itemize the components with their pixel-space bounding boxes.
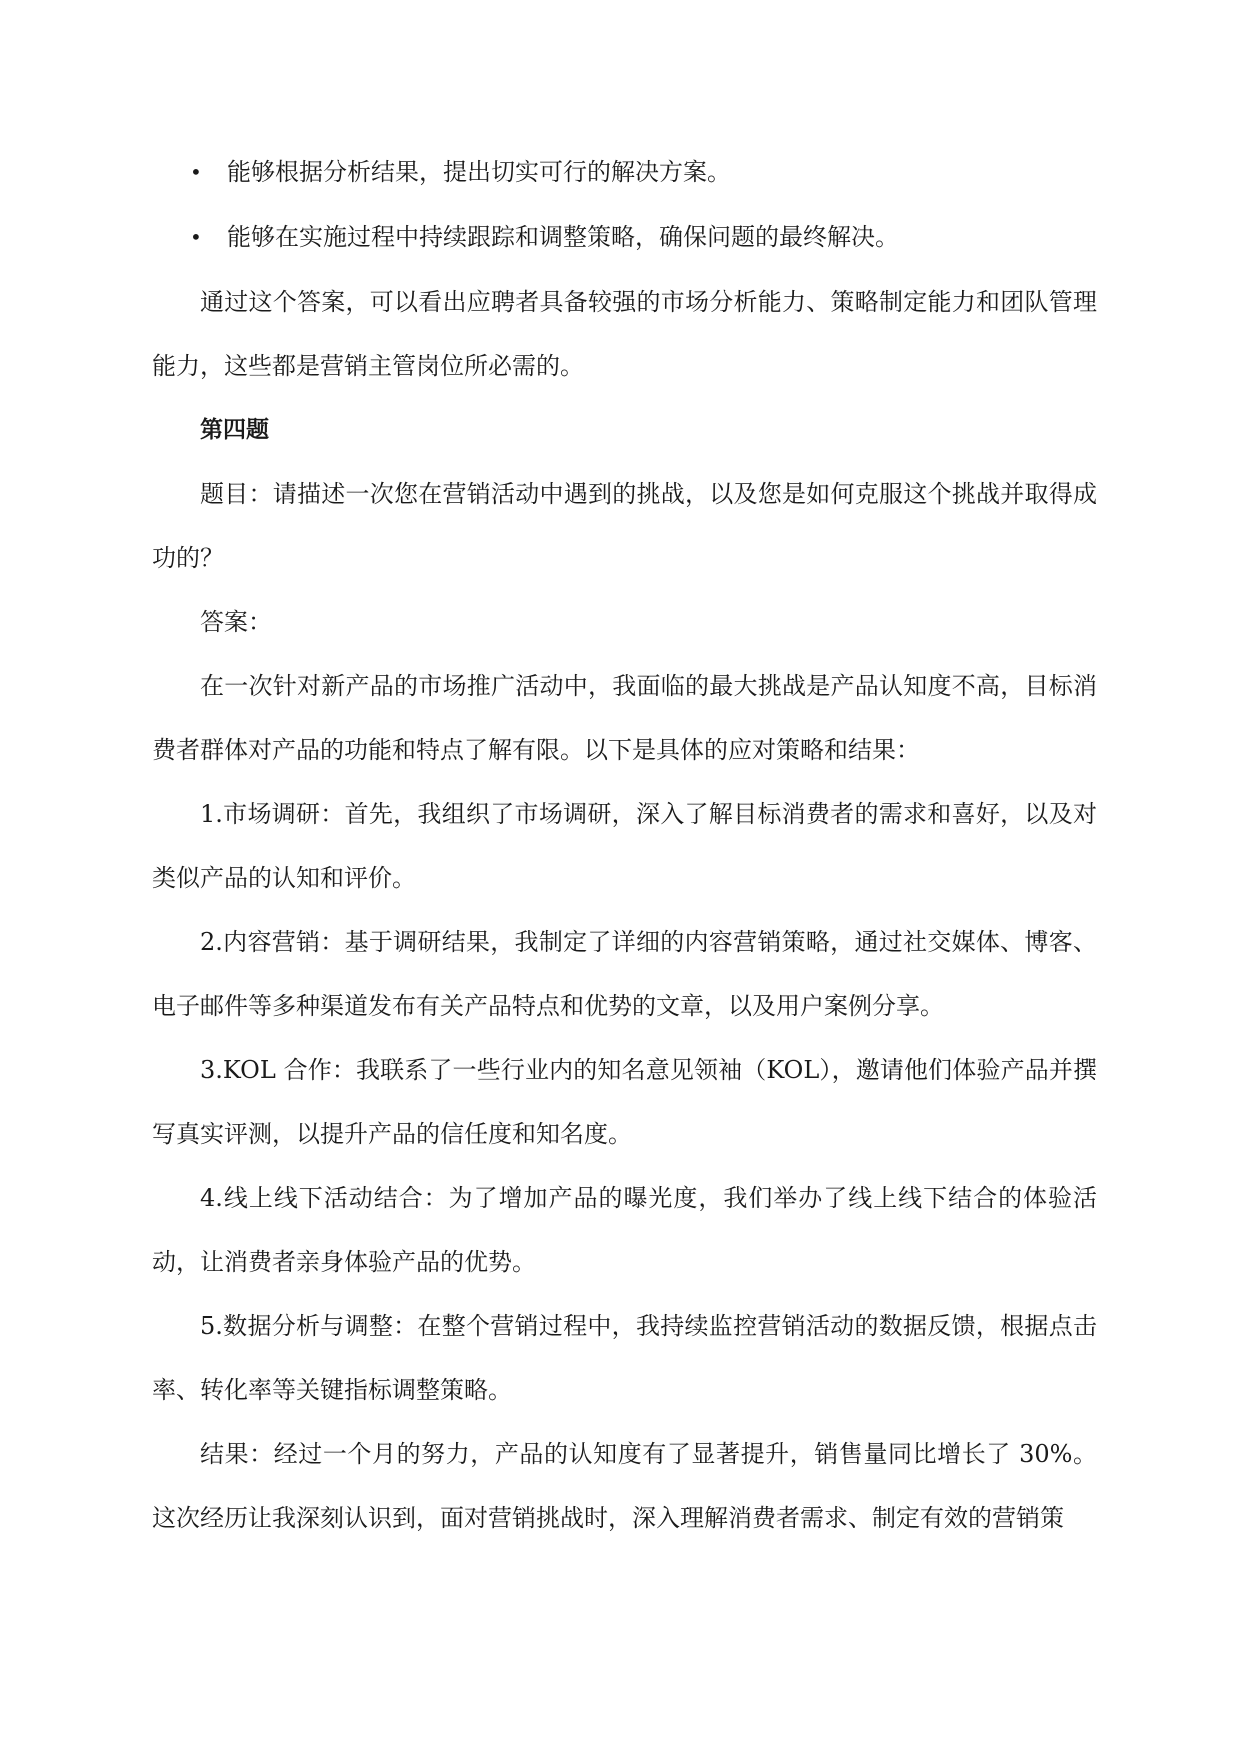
step-content-marketing: 2.内容营销：基于调研结果，我制定了详细的内容营销策略，通过社交媒体、博客、电子邮件等多种渠道发布有关产品特点和优势的文章，以及用户案例分享。 bbox=[152, 928, 1097, 1020]
intro-paragraph: 在一次针对新产品的市场推广活动中，我面临的最大挑战是产品认知度不高，目标消费者群体对产品的功能和特点了解有限。以下是具体的应对策略和结果： bbox=[152, 672, 1097, 764]
step-kol-cooperation: 3.KOL 合作：我联系了一些行业内的知名意见领袖（KOL），邀请他们体验产品并撰写真实评测，以提升产品的信任度和知名度。 bbox=[152, 1056, 1097, 1148]
step-market-research: 1.市场调研：首先，我组织了市场调研，深入了解目标消费者的需求和喜好，以及对类似产品的认知和评价。 bbox=[152, 800, 1097, 892]
section-title: 第四题 bbox=[200, 417, 269, 443]
question-paragraph: 题目：请描述一次您在营销活动中遇到的挑战，以及您是如何克服这个挑战并取得成功的？ bbox=[152, 480, 1097, 572]
step-online-offline-events: 4.线上线下活动结合：为了增加产品的曝光度，我们举办了线上线下结合的体验活动，让消费者亲身体验产品的优势。 bbox=[152, 1184, 1097, 1276]
bullet-text: 能够在实施过程中持续跟踪和调整策略，确保问题的最终解决。 bbox=[227, 223, 899, 251]
bullet-dot-icon: • bbox=[190, 225, 202, 249]
step-data-analysis: 5.数据分析与调整：在整个营销过程中，我持续监控营销活动的数据反馈，根据点击率、转化率等关键指标调整策略。 bbox=[152, 1312, 1097, 1404]
bullet-dot-icon: • bbox=[190, 160, 202, 184]
summary-paragraph: 通过这个答案，可以看出应聘者具备较强的市场分析能力、策略制定能力和团队管理能力，这些都是营销主管岗位所必需的。 bbox=[152, 288, 1097, 380]
bullet-item bbox=[152, 205, 1097, 269]
result-paragraph: 结果：经过一个月的努力，产品的认知度有了显著提升，销售量同比增长了 30%。这次经历让我深刻认识到，面对营销挑战时，深入理解消费者需求、制定有效的营销策 bbox=[152, 1440, 1097, 1532]
document-body bbox=[152, 140, 1097, 1550]
bullet-list bbox=[152, 140, 1097, 269]
bullet-text: 能够根据分析结果，提出切实可行的解决方案。 bbox=[227, 158, 731, 186]
answer-label: 答案： bbox=[200, 608, 272, 636]
bullet-item bbox=[152, 140, 1097, 204]
